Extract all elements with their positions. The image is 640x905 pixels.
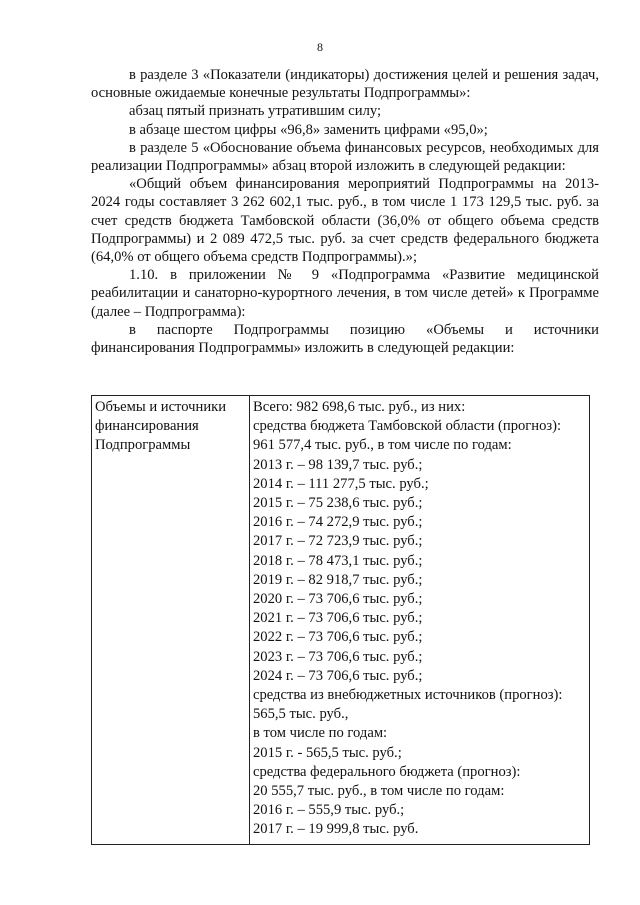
- value-line: 2014 г. – 111 277,5 тыс. руб.;: [253, 475, 429, 492]
- paragraph-passport: в паспорте Подпрограммы позицию «Объемы и источники финансирования Подпрограммы» изложить в следующей редакции:: [91, 321, 599, 357]
- value-line: 2017 г. – 72 723,9 тыс. руб.;: [253, 533, 423, 550]
- value-line: 2024 г. – 73 706,6 тыс. руб.;: [253, 667, 423, 684]
- value-line: 2015 г. – 75 238,6 тыс. руб.;: [253, 495, 423, 512]
- value-line: средства из внебюджетных источников (прогноз):: [253, 687, 563, 704]
- value-line: 2018 г. – 78 473,1 тыс. руб.;: [253, 552, 423, 569]
- value-line: 2016 г. – 555,9 тыс. руб.;: [253, 802, 405, 819]
- paragraph-funding-quote: «Общий объем финансирования мероприятий Подпрограммы на 2013-2024 годы составляет 3 262 602,1 тыс. руб., в том числе 1 173 129,5 тыс. руб. за счет средств бюджета Тамбовской области (36,0% от общего объема средств Подпрограммы) и 2 089 472,5 тыс. руб. за счет средств федерального бюджета (64,0% от общего объема средств Подпрограммы).»;: [91, 176, 599, 266]
- document-body: [91, 66, 599, 357]
- value-line: 2013 г. – 98 139,7 тыс. руб.;: [253, 456, 423, 473]
- label-line: финансирования: [95, 418, 199, 435]
- value-line: 2019 г. – 82 918,7 тыс. руб.;: [253, 571, 423, 588]
- label-line: Объемы и источники: [95, 399, 227, 415]
- value-line: 2016 г. – 74 272,9 тыс. руб.;: [253, 514, 423, 531]
- paragraph-abzac-5: абзац пятый признать утратившим силу;: [129, 103, 382, 120]
- value-line: средства бюджета Тамбовской области (прогноз):: [253, 418, 562, 435]
- value-line: 2015 г. - 565,5 тыс. руб.;: [253, 744, 402, 761]
- value-line: средства федерального бюджета (прогноз):: [253, 763, 521, 780]
- value-line: 2022 г. – 73 706,6 тыс. руб.;: [253, 629, 423, 646]
- value-line: 2023 г. – 73 706,6 тыс. руб.;: [253, 648, 423, 665]
- table-value-cell: [250, 396, 590, 845]
- label-line: Подпрограммы: [95, 437, 191, 454]
- paragraph-section-3: в разделе 3 «Показатели (индикаторы) достижения целей и решения задач, основные ожидаемые конечные результаты Подпрограммы»:: [91, 67, 599, 102]
- paragraph-section-5: в разделе 5 «Обоснование объема финансовых ресурсов, необходимых для реализации Подпрограммы» абзац второй изложить в следующей редакции:: [91, 139, 599, 175]
- value-line: 2017 г. – 19 999,8 тыс. руб.: [253, 821, 419, 838]
- table-label-cell: [92, 396, 250, 845]
- paragraph-1-10: 1.10. в приложении № 9 «Подпрограмма «Развитие медицинской реабилитации и санаторно-курортного лечения, в том числе детей» к Программе (далее – Подпрограмма):: [91, 267, 599, 320]
- value-line: 20 555,7 тыс. руб., в том числе по годам:: [253, 783, 505, 800]
- value-line: 2020 г. – 73 706,6 тыс. руб.;: [253, 591, 423, 608]
- value-line: в том числе по годам:: [253, 725, 388, 742]
- funding-table: [91, 395, 590, 845]
- value-line: 2021 г. – 73 706,6 тыс. руб.;: [253, 610, 423, 627]
- value-line: 961 577,4 тыс. руб., в том числе по годам:: [253, 437, 512, 454]
- value-line: 565,5 тыс. руб.,: [253, 706, 349, 723]
- value-line: Всего: 982 698,6 тыс. руб., из них:: [253, 399, 466, 415]
- table-row: [92, 396, 590, 845]
- page-number: 8: [317, 40, 323, 54]
- paragraph-abzac-6: в абзаце шестом цифры «96,8» заменить цифрами «95,0»;: [129, 121, 488, 138]
